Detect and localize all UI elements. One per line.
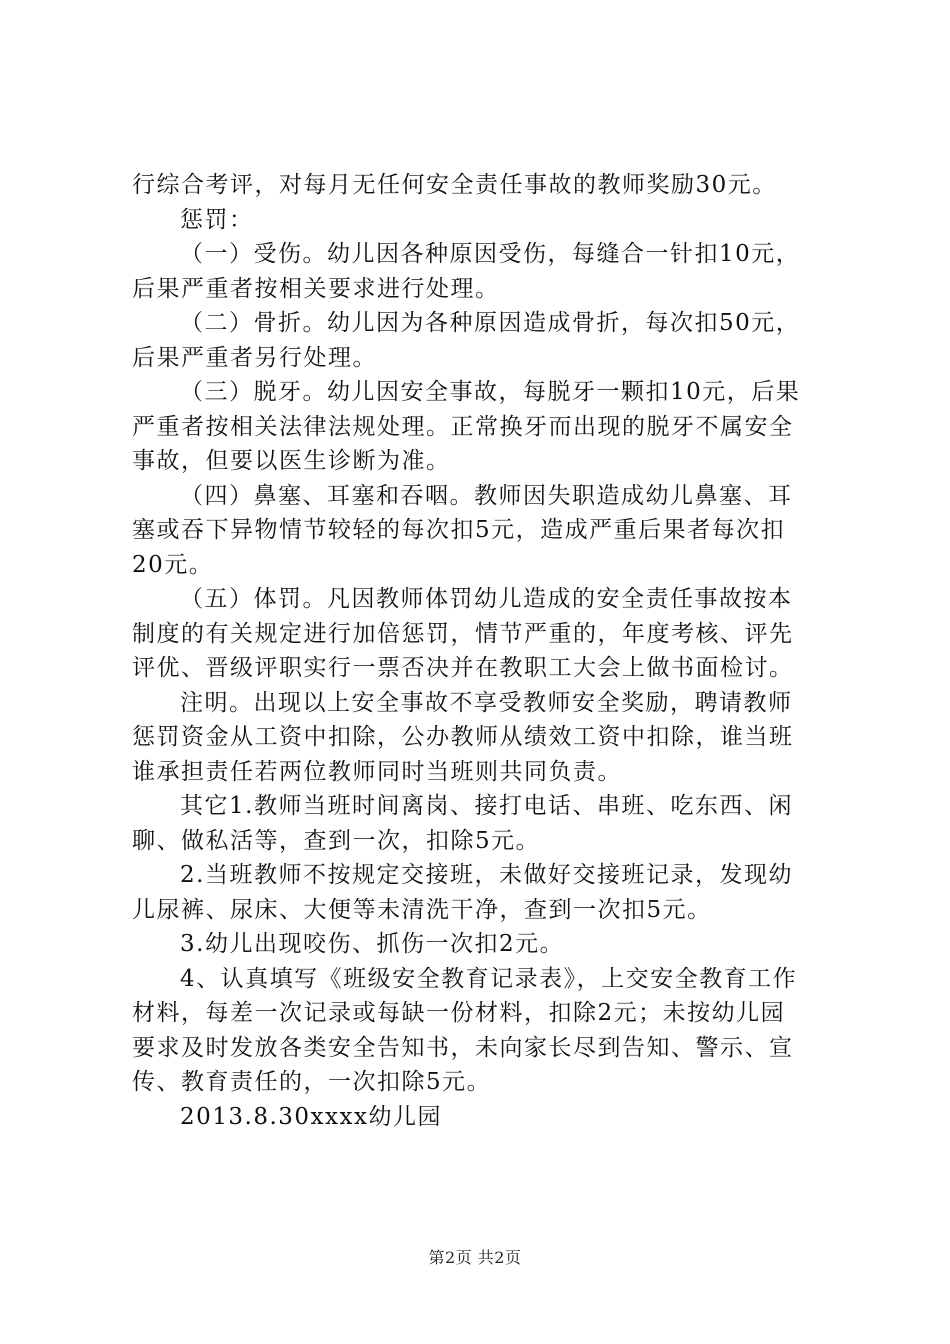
text-line: 3.幼儿出现咬伤、抓伤一次扣2元。 <box>180 931 565 957</box>
text-line: 材料，每差一次记录或每缺一份材料，扣除2元；未按幼儿园 <box>132 1000 786 1026</box>
text-line: 谁承担责任若两位教师同时当班则共同负责。 <box>132 758 622 785</box>
page-footer <box>0 1245 950 1268</box>
text-line: 儿尿裤、尿床、大便等未清洗干净，查到一次扣5元。 <box>132 896 712 923</box>
text-line: 严重者按相关法律法规处理。正常换牙而出现的脱牙不属安全 <box>132 413 794 440</box>
text-line: 注明。出现以上安全事故不享受教师安全奖励，聘请教师 <box>180 689 793 716</box>
text-line: 事故，但要以医生诊断为准。 <box>132 448 451 474</box>
text-line: 惩罚资金从工资中扣除，公办教师从绩效工资中扣除，谁当班 <box>132 724 794 750</box>
text-line: 传、教育责任的，一次扣除5元。 <box>132 1069 492 1095</box>
text-line: 行综合考评，对每月无任何安全责任事故的教师奖励30元。 <box>132 172 777 198</box>
text-line: 评优、晋级评职实行一票否决并在教职工大会上做书面检讨。 <box>132 655 794 681</box>
text-line: （二）骨折。幼儿因为各种原因造成骨折，每次扣50元， <box>180 310 801 336</box>
text-line: 聊、做私活等，查到一次，扣除5元。 <box>132 827 541 854</box>
text-line: 其它1.教师当班时间离岗、接打电话、串班、吃东西、闲 <box>180 793 793 819</box>
text-line: 要求及时发放各类安全告知书，未向家长尽到告知、警示、宣 <box>132 1034 794 1061</box>
text-line: 2.当班教师不按规定交接班，未做好交接班记录，发现幼 <box>180 862 793 888</box>
page-number-label: 第2页 共2页 <box>428 1248 522 1267</box>
text-line: （五）体罚。凡因教师体罚幼儿造成的安全责任事故按本 <box>180 586 793 612</box>
text-line: 制度的有关规定进行加倍惩罚，情节严重的，年度考核、评先 <box>132 620 794 647</box>
text-line: 2013.8.30xxxx幼儿园 <box>180 1103 442 1130</box>
text-line: 4、认真填写《班级安全教育记录表》，上交安全教育工作 <box>180 965 798 992</box>
text-line: （四）鼻塞、耳塞和吞咽。教师因失职造成幼儿鼻塞、耳 <box>180 482 793 509</box>
text-line: （三）脱牙。幼儿因安全事故，每脱牙一颗扣10元，后果 <box>180 379 801 405</box>
document-body <box>132 168 832 1134</box>
text-line: 惩罚： <box>180 206 254 233</box>
text-line: （一）受伤。幼儿因各种原因受伤，每缝合一针扣10元， <box>180 241 801 267</box>
text-line: 20元。 <box>132 551 214 578</box>
text-line: 后果严重者另行处理。 <box>132 344 377 371</box>
text-line: 后果严重者按相关要求进行处理。 <box>132 275 500 302</box>
text-line: 塞或吞下异物情节较轻的每次扣5元，造成严重后果者每次扣 <box>132 517 786 543</box>
